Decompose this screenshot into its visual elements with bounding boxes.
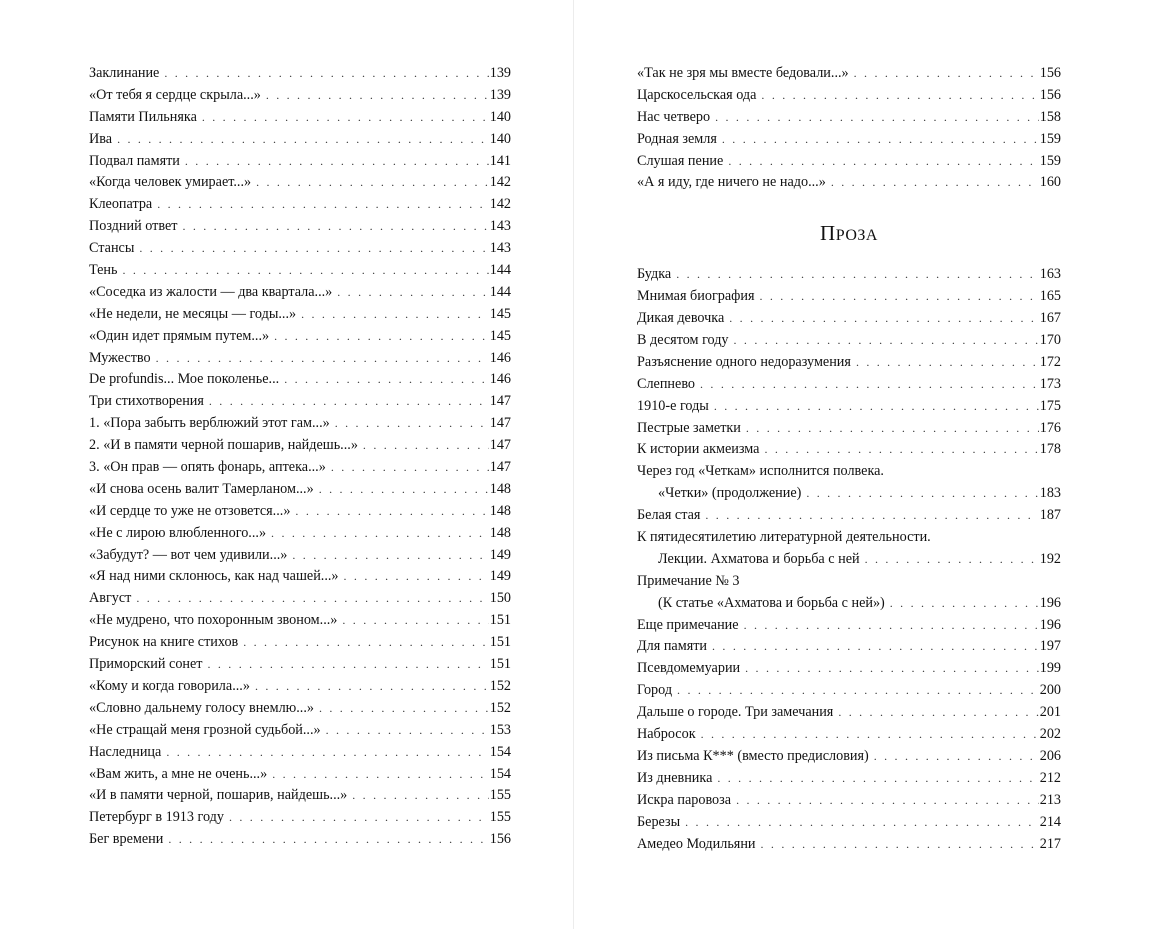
toc-entry	[637, 790, 1061, 812]
dot-leader	[701, 724, 1039, 746]
toc-entry-title: Еще примечание	[637, 616, 739, 633]
toc-entry-page-number: 154	[489, 765, 511, 782]
toc-entry-title: 3. «Он прав — опять фонарь, аптека...»	[89, 459, 326, 476]
right-page-toc	[637, 63, 1061, 855]
section-heading-rest: РОЗА	[835, 227, 878, 245]
dot-leader	[352, 785, 488, 807]
toc-entry-page-number: 199	[1039, 660, 1061, 677]
toc-entry-title: Белая стая	[637, 507, 701, 524]
toc-entry-title: Нас четверо	[637, 108, 711, 125]
toc-entry	[89, 238, 511, 260]
toc-entry-title: Березы	[637, 813, 681, 830]
toc-entry	[637, 396, 1061, 418]
toc-entry	[637, 724, 1061, 746]
toc-entry	[89, 742, 511, 764]
toc-entry-title: «Кому и когда говорила...»	[89, 677, 250, 694]
toc-entry	[637, 418, 1061, 440]
toc-entry-page-number: 156	[489, 831, 511, 848]
toc-entry-title: Будка	[637, 266, 672, 283]
toc-entry-title: Три стихотворения	[89, 393, 204, 410]
toc-entry	[89, 172, 511, 194]
toc-entry	[637, 680, 1061, 702]
dot-leader	[363, 435, 489, 457]
toc-entry	[89, 720, 511, 742]
toc-entry	[89, 676, 511, 698]
dot-leader	[157, 194, 488, 216]
dot-leader	[715, 107, 1039, 129]
toc-entry-page-number: 148	[489, 480, 511, 497]
toc-entry-title: Амедео Модильяни	[637, 835, 756, 852]
toc-entry	[637, 308, 1061, 330]
toc-entry-page-number: 202	[1039, 726, 1061, 743]
toc-entry	[637, 129, 1061, 151]
toc-entry	[637, 286, 1061, 308]
dot-leader	[139, 238, 488, 260]
toc-entry-title: Приморский сонет	[89, 656, 203, 673]
dot-leader	[319, 479, 489, 501]
toc-entry-page-number: 139	[489, 86, 511, 103]
toc-entry	[637, 615, 1061, 637]
toc-entry-page-number: 145	[489, 327, 511, 344]
dot-leader	[712, 636, 1039, 658]
toc-entry-page-number: 154	[489, 743, 511, 760]
toc-entry-page-number: 158	[1039, 108, 1061, 125]
toc-entry-page-number: 139	[489, 65, 511, 81]
toc-entry-page-number: 200	[1039, 682, 1061, 699]
toc-entry	[637, 702, 1061, 724]
toc-entry	[89, 566, 511, 588]
toc-entry-title: Искра паровоза	[637, 791, 732, 808]
toc-entry-title: «Словно дальнему голосу внемлю...»	[89, 699, 314, 716]
toc-entry-page-number: 213	[1039, 791, 1061, 808]
toc-entry-page-number: 165	[1039, 288, 1061, 305]
toc-entry-title: Подвал памяти	[89, 152, 180, 169]
toc-entry-page-number: 160	[1039, 174, 1061, 191]
dot-leader	[736, 790, 1039, 812]
toc-entry-page-number: 147	[489, 437, 511, 454]
dot-leader	[156, 348, 489, 370]
toc-entry	[637, 85, 1061, 107]
dot-leader	[745, 658, 1039, 680]
toc-entry-page-number: 170	[1039, 332, 1061, 349]
toc-entry-title: Набросок	[637, 726, 696, 743]
dot-leader	[831, 172, 1039, 194]
toc-entry	[637, 636, 1061, 658]
toc-entry-title: «Вам жить, а мне не очень...»	[89, 765, 268, 782]
toc-entry-page-number: 151	[489, 612, 511, 629]
toc-entry	[89, 435, 511, 457]
toc-entry-title: Петербург в 1913 году	[89, 809, 224, 826]
toc-entry-title: Рисунок на книге стихов	[89, 634, 239, 651]
dot-leader	[292, 545, 488, 567]
toc-entry-page-number: 217	[1039, 835, 1061, 852]
dot-leader	[243, 632, 488, 654]
dot-leader	[266, 85, 489, 107]
dot-leader	[274, 326, 489, 348]
dot-leader	[746, 418, 1039, 440]
toc-entry	[89, 523, 511, 545]
toc-entry-page-number: 163	[1039, 266, 1061, 283]
toc-entry	[637, 746, 1061, 768]
toc-entry-title: Псевдомемуарии	[637, 660, 741, 677]
toc-entry	[89, 282, 511, 304]
toc-entry-title: «Забудут? — вот чем удивили...»	[89, 546, 288, 563]
dot-leader	[764, 439, 1038, 461]
dot-leader	[761, 834, 1039, 856]
toc-entry-title: «Один идет прямым путем...»	[89, 327, 270, 344]
toc-entry-title: Клеопатра	[89, 196, 153, 213]
toc-entry-title: Мужество	[89, 349, 151, 366]
toc-entry-title: «Я над ними склонюсь, как над чашей...»	[89, 568, 339, 585]
toc-entry	[637, 439, 1061, 461]
toc-entry	[89, 764, 511, 786]
toc-entry-title: Родная земля	[637, 130, 717, 147]
toc-entry	[89, 698, 511, 720]
toc-entry-page-number: 201	[1039, 704, 1061, 721]
toc-entry-page-number: 173	[1039, 375, 1061, 392]
dot-leader	[874, 746, 1039, 768]
toc-entry	[637, 352, 1061, 374]
dot-leader	[685, 812, 1039, 834]
toc-entry-page-number: 146	[489, 371, 511, 388]
toc-entry	[89, 63, 511, 85]
dot-leader	[838, 702, 1038, 724]
toc-entry-page-number: 148	[489, 524, 511, 541]
dot-leader	[342, 610, 488, 632]
toc-entry-page-number: 140	[489, 130, 511, 147]
toc-entry-page-number: 141	[489, 152, 511, 169]
toc-entry-title: «И снова осень валит Тамерланом...»	[89, 480, 314, 497]
toc-entry-title: «А я иду, где ничего не надо...»	[637, 174, 826, 191]
toc-entry	[89, 369, 511, 391]
toc-entry	[89, 326, 511, 348]
toc-entry	[89, 348, 511, 370]
toc-entry-title: Разъяснение одного недоразумения	[637, 353, 851, 370]
dot-leader	[761, 85, 1038, 107]
toc-entry	[89, 829, 511, 851]
toc-entry-page-number: 152	[489, 677, 511, 694]
toc-entry-page-number: 206	[1039, 747, 1061, 764]
toc-entry-title: Ива	[89, 130, 113, 147]
toc-entry-title: Бег времени	[89, 831, 164, 848]
toc-entry-title: Наследница	[89, 743, 162, 760]
toc-entry-page-number: 214	[1039, 813, 1061, 830]
toc-entry-page-number: 156	[1039, 65, 1061, 81]
toc-entry-page-number: 183	[1039, 485, 1061, 502]
toc-entry-page-number: 197	[1039, 638, 1061, 655]
toc-entry-title: Август	[89, 590, 132, 607]
toc-entry	[89, 457, 511, 479]
toc-entry	[637, 549, 1061, 571]
toc-entry	[89, 260, 511, 282]
toc-entry	[89, 610, 511, 632]
toc-entry-title: Слушая пение	[637, 152, 724, 169]
dot-leader	[331, 457, 489, 479]
toc-entry-title: Царскосельская ода	[637, 86, 757, 103]
toc-entry-title: 2. «И в памяти черной пошарив, найдешь...»	[89, 437, 358, 454]
toc-entry	[637, 264, 1061, 286]
toc-entry-title: «Не недели, не месяцы — годы...»	[89, 305, 297, 322]
dot-leader	[335, 413, 489, 435]
toc-entry-title: Город	[637, 682, 673, 699]
toc-entry-title: Пестрые заметки	[637, 419, 741, 436]
toc-entry-title: «Не мудрено, что похоронным звоном...»	[89, 612, 338, 629]
toc-entry	[89, 304, 511, 326]
dot-leader	[295, 501, 488, 523]
toc-entry-page-number: 159	[1039, 152, 1061, 169]
dot-leader	[166, 742, 488, 764]
toc-entry-page-number: 178	[1039, 441, 1061, 458]
toc-entry-page-number: 153	[489, 721, 511, 738]
toc-entry	[89, 479, 511, 501]
toc-entry-title: «И сердце то уже не отзовется...»	[89, 502, 291, 519]
toc-entry	[89, 413, 511, 435]
dot-leader	[255, 676, 489, 698]
dot-leader	[854, 63, 1039, 85]
dot-leader	[705, 505, 1038, 527]
toc-entry-title: Стансы	[89, 240, 135, 257]
toc-entry	[89, 654, 511, 676]
toc-entry-title: Лекции. Ахматова и борьба с ней	[658, 550, 860, 567]
toc-entry	[89, 391, 511, 413]
toc-entry	[89, 129, 511, 151]
dot-leader	[136, 588, 488, 610]
toc-entry	[637, 768, 1061, 790]
toc-entry-title: Слепнево	[637, 375, 696, 392]
toc-entry-title: «Четки» (продолжение)	[658, 485, 802, 502]
dot-leader	[734, 330, 1039, 352]
dot-leader	[229, 807, 489, 829]
toc-entry-title: К истории акмеизма	[637, 441, 760, 458]
toc-entry-title: Через год «Четкам» исполнится полвека.	[637, 463, 884, 480]
toc-entry-title: Для памяти	[637, 638, 708, 655]
toc-entry-title: «Соседка из жалости — два квартала...»	[89, 283, 333, 300]
dot-leader	[890, 593, 1039, 615]
dot-leader	[284, 369, 489, 391]
dot-leader	[319, 698, 489, 720]
toc-entry-page-number: 148	[489, 502, 511, 519]
toc-entry	[89, 545, 511, 567]
toc-entry-page-number: 147	[489, 393, 511, 410]
toc-entry-title: Дальше о городе. Три замечания	[637, 704, 834, 721]
toc-entry-page-number: 155	[489, 787, 511, 804]
toc-entry-page-number: 143	[489, 218, 511, 235]
toc-entry-title: Памяти Пильняка	[89, 108, 197, 125]
toc-entry-page-number: 167	[1039, 310, 1061, 327]
page-gutter	[573, 0, 574, 929]
toc-entry	[637, 593, 1061, 615]
toc-entry	[637, 172, 1061, 194]
toc-entry-page-number: 159	[1039, 130, 1061, 147]
toc-entry	[89, 151, 511, 173]
dot-leader	[700, 374, 1039, 396]
toc-entry-page-number: 176	[1039, 419, 1061, 436]
toc-entry-title: (К статье «Ахматова и борьба с ней»)	[658, 594, 885, 611]
toc-entry-title: 1. «Пора забыть верблюжий этот гам...»	[89, 415, 330, 432]
dot-leader	[865, 549, 1039, 571]
section-heading-initial: П	[820, 221, 836, 246]
toc-entry-title: «От тебя я сердце скрыла...»	[89, 86, 261, 103]
toc-entry	[637, 461, 1061, 483]
dot-leader	[344, 566, 489, 588]
toc-entry-page-number: 172	[1039, 353, 1061, 370]
dot-leader	[208, 654, 489, 676]
toc-entry-title: Из письма К*** (вместо предисловия)	[637, 747, 869, 764]
toc-entry-title: «Не стращай меня грозной судьбой...»	[89, 721, 321, 738]
toc-entry	[637, 483, 1061, 505]
toc-entry-title: «Не с лирою влюбленного...»	[89, 524, 267, 541]
toc-entry-title: «И в памяти черной, пошарив, найдешь...»	[89, 787, 348, 804]
toc-entry-page-number: 143	[489, 240, 511, 257]
toc-entry-page-number: 147	[489, 459, 511, 476]
dot-leader	[202, 107, 489, 129]
toc-entry-page-number: 142	[489, 174, 511, 191]
toc-entry-title: К пятидесятилетию литературной деятельности.	[637, 529, 931, 546]
toc-entry-page-number: 150	[489, 590, 511, 607]
toc-entry	[637, 812, 1061, 834]
toc-entry-title: Тень	[89, 262, 118, 279]
toc-entry-page-number: 149	[489, 546, 511, 563]
toc-entry-page-number: 155	[489, 809, 511, 826]
toc-entry-page-number: 142	[489, 196, 511, 213]
toc-entry-title: Дикая девочка	[637, 310, 725, 327]
toc-entry-page-number: 144	[489, 283, 511, 300]
dot-leader	[326, 720, 489, 742]
dot-leader	[209, 391, 489, 413]
toc-entry	[637, 107, 1061, 129]
dot-leader	[272, 764, 489, 786]
dot-leader	[744, 615, 1039, 637]
section-heading-prose	[637, 206, 1061, 260]
toc-entry	[637, 505, 1061, 527]
toc-entry-page-number: 151	[489, 634, 511, 651]
dot-leader	[168, 829, 488, 851]
toc-entry	[637, 527, 1061, 549]
dot-leader	[256, 172, 489, 194]
toc-entry-page-number: 196	[1039, 594, 1061, 611]
toc-entry-page-number: 212	[1039, 769, 1061, 786]
left-page-toc	[89, 63, 511, 851]
toc-entry-page-number: 187	[1039, 507, 1061, 524]
dot-leader	[722, 129, 1039, 151]
toc-entry	[637, 571, 1061, 593]
toc-entry	[637, 374, 1061, 396]
toc-entry	[89, 632, 511, 654]
toc-entry	[89, 807, 511, 829]
toc-entry-title: 1910-е годы	[637, 397, 709, 414]
toc-entry	[637, 834, 1061, 856]
toc-entry	[89, 588, 511, 610]
toc-entry	[637, 63, 1061, 85]
toc-entry-title: De profundis... Мое поколенье...	[89, 371, 280, 388]
dot-leader	[714, 396, 1039, 418]
dot-leader	[856, 352, 1039, 374]
toc-entry-title: «Когда человек умирает...»	[89, 174, 252, 191]
dot-leader	[806, 483, 1038, 505]
toc-entry-page-number: 151	[489, 656, 511, 673]
dot-leader	[123, 260, 489, 282]
toc-entry-page-number: 144	[489, 262, 511, 279]
toc-entry-page-number: 146	[489, 349, 511, 366]
toc-entry-page-number: 192	[1039, 550, 1061, 567]
toc-entry	[89, 85, 511, 107]
toc-entry-page-number: 140	[489, 108, 511, 125]
toc-entry	[89, 107, 511, 129]
toc-entry-page-number: 147	[489, 415, 511, 432]
dot-leader	[717, 768, 1038, 790]
toc-entry	[89, 216, 511, 238]
toc-entry-title: Мнимая биография	[637, 288, 755, 305]
toc-entry-page-number: 149	[489, 568, 511, 585]
toc-entry	[89, 501, 511, 523]
dot-leader	[676, 264, 1039, 286]
dot-leader	[729, 308, 1038, 330]
dot-leader	[185, 151, 489, 173]
toc-entry-page-number: 152	[489, 699, 511, 716]
dot-leader	[164, 63, 488, 85]
dot-leader	[677, 680, 1039, 702]
toc-entry	[89, 785, 511, 807]
toc-entry-page-number: 145	[489, 305, 511, 322]
dot-leader	[337, 282, 488, 304]
toc-entry-title: «Так не зря мы вместе бедовали...»	[637, 65, 849, 81]
dot-leader	[182, 216, 488, 238]
toc-entry-title: В десятом году	[637, 332, 729, 349]
dot-leader	[301, 304, 489, 326]
dot-leader	[728, 151, 1038, 173]
toc-entry	[637, 658, 1061, 680]
toc-entry	[637, 151, 1061, 173]
toc-entry	[89, 194, 511, 216]
toc-entry-page-number: 156	[1039, 86, 1061, 103]
toc-entry-title: Из дневника	[637, 769, 713, 786]
dot-leader	[117, 129, 489, 151]
toc-entry-title: Примечание № 3	[637, 572, 740, 589]
dot-leader	[759, 286, 1038, 308]
toc-entry-page-number: 175	[1039, 397, 1061, 414]
toc-entry-title: Поздний ответ	[89, 218, 178, 235]
toc-entry-page-number: 196	[1039, 616, 1061, 633]
dot-leader	[271, 523, 489, 545]
toc-entry-title: Заклинание	[89, 65, 160, 81]
toc-entry	[637, 330, 1061, 352]
